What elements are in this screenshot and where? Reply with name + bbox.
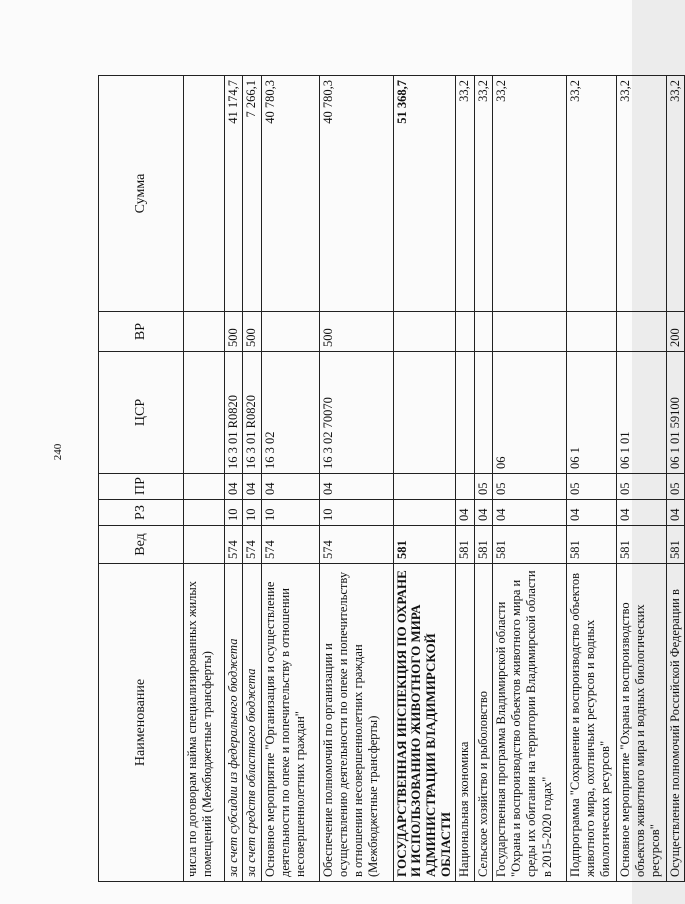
cell-rz: 10 bbox=[319, 500, 393, 526]
cell-vr bbox=[184, 312, 225, 352]
cell-ved: 581 bbox=[492, 526, 566, 564]
cell-ved: 581 bbox=[474, 526, 492, 564]
cell-name: Национальная экономика bbox=[456, 564, 474, 882]
cell-ved: 581 bbox=[393, 526, 456, 564]
header-vr: ВР bbox=[99, 312, 184, 352]
cell-pr bbox=[393, 474, 456, 500]
cell-vr: 500 bbox=[319, 312, 393, 352]
cell-ved: 581 bbox=[666, 526, 684, 564]
rotated-table-container bbox=[98, 76, 682, 882]
cell-sum: 40 780,3 bbox=[319, 76, 393, 312]
cell-pr: 04 bbox=[243, 474, 261, 500]
cell-vr: 500 bbox=[225, 312, 243, 352]
cell-vr: 500 bbox=[243, 312, 261, 352]
cell-rz: 04 bbox=[666, 500, 684, 526]
cell-sum: 33,2 bbox=[616, 76, 666, 312]
cell-vr bbox=[261, 312, 319, 352]
cell-name: Основное мероприятие "Организация и осуществление деятельности по опеке и попечительству в отношении несовершеннолетних граждан" bbox=[261, 564, 319, 882]
cell-rz bbox=[393, 500, 456, 526]
cell-sum bbox=[184, 76, 225, 312]
cell-name: Сельское хозяйство и рыболовство bbox=[474, 564, 492, 882]
cell-rz: 10 bbox=[225, 500, 243, 526]
cell-sum: 51 368,7 bbox=[393, 76, 456, 312]
cell-csr: 16 3 01 R0820 bbox=[243, 352, 261, 474]
table-header-row bbox=[99, 76, 184, 882]
cell-rz bbox=[184, 500, 225, 526]
cell-pr: 05 bbox=[474, 474, 492, 500]
cell-sum: 7 266,1 bbox=[243, 76, 261, 312]
cell-csr: 06 bbox=[492, 352, 566, 474]
cell-vr bbox=[456, 312, 474, 352]
table-row bbox=[184, 76, 225, 882]
table-row bbox=[225, 76, 243, 882]
cell-vr bbox=[474, 312, 492, 352]
cell-pr: 05 bbox=[666, 474, 684, 500]
table-row bbox=[566, 76, 616, 882]
cell-name: за счет средств областного бюджета bbox=[243, 564, 261, 882]
cell-ved: 581 bbox=[616, 526, 666, 564]
table-row bbox=[492, 76, 566, 882]
cell-name: за счет субсидии из федерального бюджета bbox=[225, 564, 243, 882]
cell-ved bbox=[184, 526, 225, 564]
cell-vr bbox=[616, 312, 666, 352]
table-row bbox=[456, 76, 474, 882]
header-csr: ЦСР bbox=[99, 352, 184, 474]
cell-rz: 04 bbox=[492, 500, 566, 526]
table-row bbox=[616, 76, 666, 882]
page-number: 240 bbox=[52, 443, 64, 461]
cell-ved: 581 bbox=[456, 526, 474, 564]
cell-csr: 16 3 01 R0820 bbox=[225, 352, 243, 474]
cell-sum: 41 174,7 bbox=[225, 76, 243, 312]
cell-rz: 04 bbox=[566, 500, 616, 526]
cell-rz: 04 bbox=[456, 500, 474, 526]
header-pr: ПР bbox=[99, 474, 184, 500]
cell-name: Основное мероприятие "Охрана и воспроизводство объектов животного мира и водных биологических ресурсов" bbox=[616, 564, 666, 882]
header-rz: РЗ bbox=[99, 500, 184, 526]
cell-ved: 581 bbox=[566, 526, 616, 564]
header-ved: Вед bbox=[99, 526, 184, 564]
cell-rz: 10 bbox=[243, 500, 261, 526]
header-sum: Сумма bbox=[99, 76, 184, 312]
cell-rz: 04 bbox=[474, 500, 492, 526]
cell-vr bbox=[566, 312, 616, 352]
cell-sum: 33,2 bbox=[566, 76, 616, 312]
cell-sum: 33,2 bbox=[492, 76, 566, 312]
cell-csr: 16 3 02 70070 bbox=[319, 352, 393, 474]
cell-pr: 05 bbox=[616, 474, 666, 500]
table-row bbox=[474, 76, 492, 882]
table-row bbox=[243, 76, 261, 882]
cell-pr: 04 bbox=[261, 474, 319, 500]
cell-csr bbox=[393, 352, 456, 474]
cell-pr bbox=[184, 474, 225, 500]
cell-rz: 10 bbox=[261, 500, 319, 526]
cell-csr bbox=[456, 352, 474, 474]
cell-ved: 574 bbox=[243, 526, 261, 564]
header-name: Наименование bbox=[99, 564, 184, 882]
cell-ved: 574 bbox=[225, 526, 243, 564]
cell-sum: 33,2 bbox=[456, 76, 474, 312]
cell-name: числа по договорам найма специализированных жилых помещений (Межбюджетные трансферты) bbox=[184, 564, 225, 882]
cell-name: Осуществление полномочий Российской Федерации в bbox=[666, 564, 684, 882]
cell-vr bbox=[393, 312, 456, 352]
cell-ved: 574 bbox=[261, 526, 319, 564]
table-row bbox=[319, 76, 393, 882]
cell-name: Подпрограмма "Сохранение и воспроизводство объектов животного мира, охотничьих ресурсов и водных биологических ресурсов" bbox=[566, 564, 616, 882]
cell-sum: 33,2 bbox=[474, 76, 492, 312]
cell-pr: 04 bbox=[225, 474, 243, 500]
cell-csr: 06 1 01 bbox=[616, 352, 666, 474]
cell-vr: 200 bbox=[666, 312, 684, 352]
budget-table bbox=[98, 75, 685, 882]
cell-csr: 06 1 01 59100 bbox=[666, 352, 684, 474]
cell-pr: 04 bbox=[319, 474, 393, 500]
cell-rz: 04 bbox=[616, 500, 666, 526]
cell-csr bbox=[184, 352, 225, 474]
cell-csr: 06 1 bbox=[566, 352, 616, 474]
cell-name: ГОСУДАРСТВЕННАЯ ИНСПЕКЦИЯ ПО ОХРАНЕ И ИСПОЛЬЗОВАНИЮ ЖИВОТНОГО МИРА АДМИНИСТРАЦИИ ВЛАДИМИРСКОЙ ОБЛАСТИ bbox=[393, 564, 456, 882]
cell-sum: 40 780,3 bbox=[261, 76, 319, 312]
cell-pr bbox=[456, 474, 474, 500]
cell-ved: 574 bbox=[319, 526, 393, 564]
cell-csr bbox=[474, 352, 492, 474]
cell-name: Обеспечение полномочий по организации и осуществлению деятельности по опеке и попечительству в отношении несовершеннолетних граждан (Межбюджетные трансферты) bbox=[319, 564, 393, 882]
table-row bbox=[393, 76, 456, 882]
cell-pr: 05 bbox=[566, 474, 616, 500]
cell-vr bbox=[492, 312, 566, 352]
cell-csr: 16 3 02 bbox=[261, 352, 319, 474]
table-row bbox=[261, 76, 319, 882]
cell-pr: 05 bbox=[492, 474, 566, 500]
cell-name: Государственная программа Владимирской области "Охрана и воспроизводство объектов животного мира и среды их обитания на территории Владимирской области в 2015-2020 годах" bbox=[492, 564, 566, 882]
table-row bbox=[666, 76, 684, 882]
cell-sum: 33,2 bbox=[666, 76, 684, 312]
